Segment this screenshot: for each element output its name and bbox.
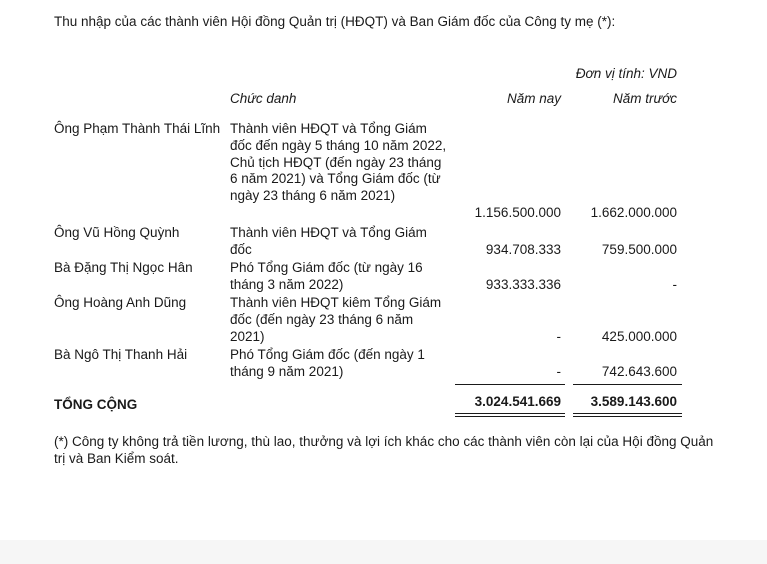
subtotal-line-previous (573, 384, 682, 385)
row-current-value: 1.156.500.000 (474, 205, 561, 220)
subtotal-line-current (455, 384, 565, 385)
header-title: Chức danh (230, 91, 297, 106)
row-name: Ông Vũ Hồng Quỳnh (54, 225, 180, 240)
row-previous-value: 1.662.000.000 (590, 205, 677, 220)
row-current-value: - (556, 364, 561, 379)
row-title: Thành viên HĐQT kiêm Tổng Giám đốc (đến ngày 23 tháng 6 năm 2021) (230, 295, 442, 344)
row-title: Thành viên HĐQT và Tổng Giám đốc đến ngày 5 tháng 10 năm 2022, Chủ tịch HĐQT (đến ngày 23 tháng 6 năm 2021) và Tổng Giám đốc (từ ngày 23 tháng 6 năm 2021) (230, 121, 447, 204)
row-current-value: 934.708.333 (485, 242, 561, 257)
header-previous-year: Năm trước (613, 91, 677, 106)
row-previous-value: 759.500.000 (601, 242, 677, 257)
row-name: Bà Đặng Thị Ngọc Hân (54, 260, 193, 275)
footnote: (*) Công ty không trả tiền lương, thù lao, thưởng và lợi ích khác cho các thành viên còn lại của Hội đồng Quản trị và Ban Kiểm soát. (54, 434, 714, 466)
row-previous-value: - (672, 277, 677, 292)
row-previous-value: 742.643.600 (601, 364, 677, 379)
row-title: Thành viên HĐQT và Tổng Giám đốc (230, 225, 427, 257)
total-current-value: 3.024.541.669 (474, 394, 561, 409)
unit-label: Đơn vị tính: VND (575, 66, 677, 81)
row-title: Phó Tổng Giám đốc (từ ngày 16 tháng 3 năm 2022) (230, 260, 423, 292)
total-double-line-previous (573, 413, 682, 417)
row-name: Ông Hoàng Anh Dũng (54, 295, 187, 310)
row-current-value: - (556, 329, 561, 344)
row-name: Bà Ngô Thị Thanh Hải (54, 347, 188, 362)
total-label: TỔNG CỘNG (54, 397, 138, 412)
row-previous-value: 425.000.000 (601, 329, 677, 344)
total-previous-value: 3.589.143.600 (590, 394, 677, 409)
total-double-line-current (455, 413, 565, 417)
page-bottom-band (0, 540, 767, 564)
row-name: Ông Phạm Thành Thái Lĩnh (54, 121, 221, 136)
row-current-value: 933.333.336 (485, 277, 561, 292)
row-title: Phó Tổng Giám đốc (đến ngày 1 tháng 9 năm 2021) (230, 347, 425, 379)
header-current-year: Năm nay (506, 91, 561, 106)
intro-text: Thu nhập của các thành viên Hội đồng Quản trị (HĐQT) và Ban Giám đốc của Công ty mẹ (*): (54, 14, 616, 29)
